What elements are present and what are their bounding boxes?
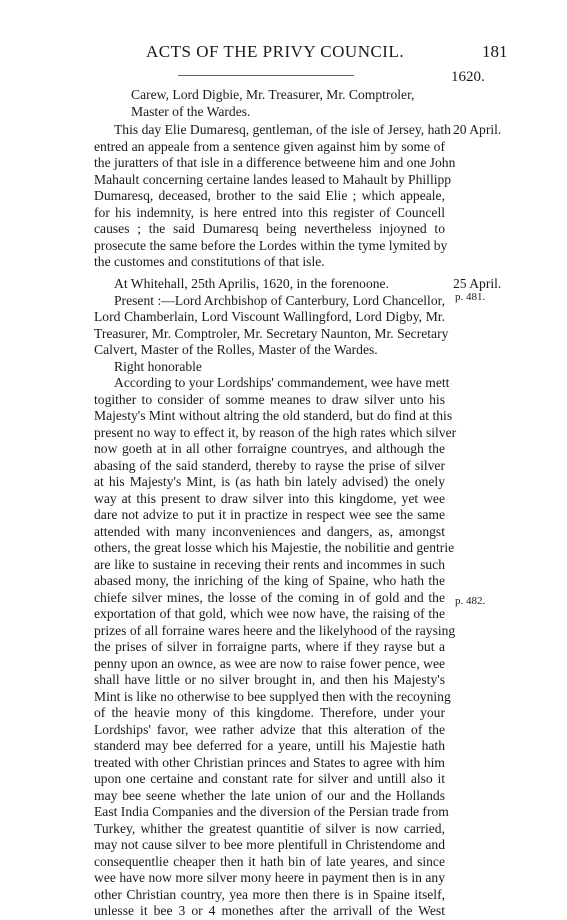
present-line: Treasurer, Mr. Comptroler, Mr. Secretary Naunton, Mr. Secretary [94,325,449,341]
entry-line: prosecute the same before the Lordes within the tyme lymited by [94,237,448,253]
entry-line: the juratters of that isle in a difference betweene him and one John [94,155,456,170]
letter-line: penny upon an ownce, as wee are now to raise fower pence, wee [94,655,446,671]
entry-line: causes ; the said Dumaresq being nevertheless injoyned to [94,221,445,236]
letter-line: now goeth at in all other forraigne countryes, and although the [94,441,445,456]
entry-line: for his indemnity, is here entred into this register of Councell [94,204,445,220]
entry-line: Dumaresq, deceased, brother to the said Elie ; which appeale, [94,188,445,203]
sitting [94,276,449,375]
letter-line: at his Majesty's Mint, is (as hath bin lately advised) the onely [94,474,445,489]
letter-line: dare not advize to put it in practize in respect wee see the same [94,507,445,522]
margin-date-20-april: 20 April. [453,122,502,137]
margin-year: 1620. [451,69,485,85]
letter-line: others, the great losse which his Majestie, the nobilitie and gentrie [94,540,455,555]
letter-line: are like to sustaine in receving their rents and incommes in such [94,556,445,572]
letter-line: exportation of that gold, which wee now have, the raising of the [94,606,445,621]
letter-line: East India Companies and the diversion of the Persian trade from [94,804,449,819]
letter-line: togither to consider of somme meanes to draw silver unto his [94,391,445,407]
attendance-continued [131,87,445,120]
letter-line: other Christian country, yea more then there is in Spaine itself, [94,886,445,902]
letter-line: Turkey, whither the greatest quantitie of silver is now carried, [94,820,445,836]
letter-line: Mint is like no otherwise to bee supplyed then with the recoyning [94,688,451,704]
letter-line: standerd may bee deferred for a yeare, untill his Majestie hath [94,738,445,753]
entry-appeal [94,122,456,271]
letter-line: prizes of all forraine wares heere and the likelyhood of the raysing [94,622,456,638]
letter-line: may not cause silver to bee more plentifull in Christendome and [94,837,445,852]
attendance-line: Master of the Wardes. [131,103,251,119]
entry-line: the customes and constitutions of that isle. [94,254,325,269]
letter-line: Lordships' favor, wee rather advize that this alteration of the [94,721,445,737]
running-title: ACTS OF THE PRIVY COUNCIL. [146,42,405,61]
letter-line: chiefe silver mines, the losse of the coming in of gold and the [94,589,445,605]
letter-line: wee have now more silver mony heere in payment then is in any [94,870,445,885]
letter-line: According to your Lordships' commandement, wee have mett [114,375,450,390]
entry-line: This day Elie Dumaresq, gentleman, of the isle of Jersey, hath [114,122,451,137]
letter-line: treated with other Christian princes and States to agree with him [94,754,445,770]
page-number: 181 [482,42,508,61]
letter-salutation: Right honorable [114,358,202,374]
present-line: Calvert, Master of the Rolles, Master of the Wardes. [94,342,378,357]
letter-line: abased mony, the inriching of the king of Spaine, who hath the [94,573,445,588]
margin-page-ref: p. 481. [455,291,486,303]
header-rule [178,75,354,76]
letter-body [94,375,457,920]
margin-page-ref: p. 482. [455,595,486,607]
letter-line: abasing of the said standerd, thereby to rayse the prise of silver [94,457,445,473]
letter-line: present no way to effect it, by reason of the high rates which silver [94,424,457,440]
letter-line: shall have little or no silver brought in, and then his Majesty's [94,672,445,687]
entry-line: entred an appeale from a sentence given against him by some of [94,138,445,154]
letter-line: the prises of silver in forraigne parts, where if they rayse but a [94,639,445,654]
sitting-heading: At Whitehall, 25th Aprilis, 1620, in the forenoone. [114,276,389,291]
present-line: Present :—Lord Archbishop of Canterbury, Lord Chancellor, [114,292,445,308]
entry-line: Mahault concerning certaine landes leased to Mahault by Phillipp [94,171,452,187]
letter-line: Majesty's Mint without altring the old standerd, but do find at this [94,408,453,423]
letter-line: attended with many inconveniences and dangers, as, amongst [94,523,445,539]
letter-line: way at this present to draw silver into this kingdome, yet wee [94,490,445,506]
letter-line: of the heavie mony of this kingdome. Therefore, under your [94,705,445,720]
present-line: Lord Chamberlain, Lord Viscount Wallingford, Lord Digby, Mr. [94,309,445,324]
attendance-line: Carew, Lord Digbie, Mr. Treasurer, Mr. Comptroler, [131,87,415,102]
letter-line: consequentlie cheaper then it hath bin of late yeares, and since [94,853,445,869]
margin-date-25-april: 25 April. [453,276,502,291]
letter-line: may bee seene whether the late union of our and the Hollands [94,787,445,803]
letter-line: upon one certaine and constant rate for silver and untill also it [94,771,445,786]
letter-line: unlesse it bee 3 or 4 monethes after the arrivall of the West [94,903,445,918]
